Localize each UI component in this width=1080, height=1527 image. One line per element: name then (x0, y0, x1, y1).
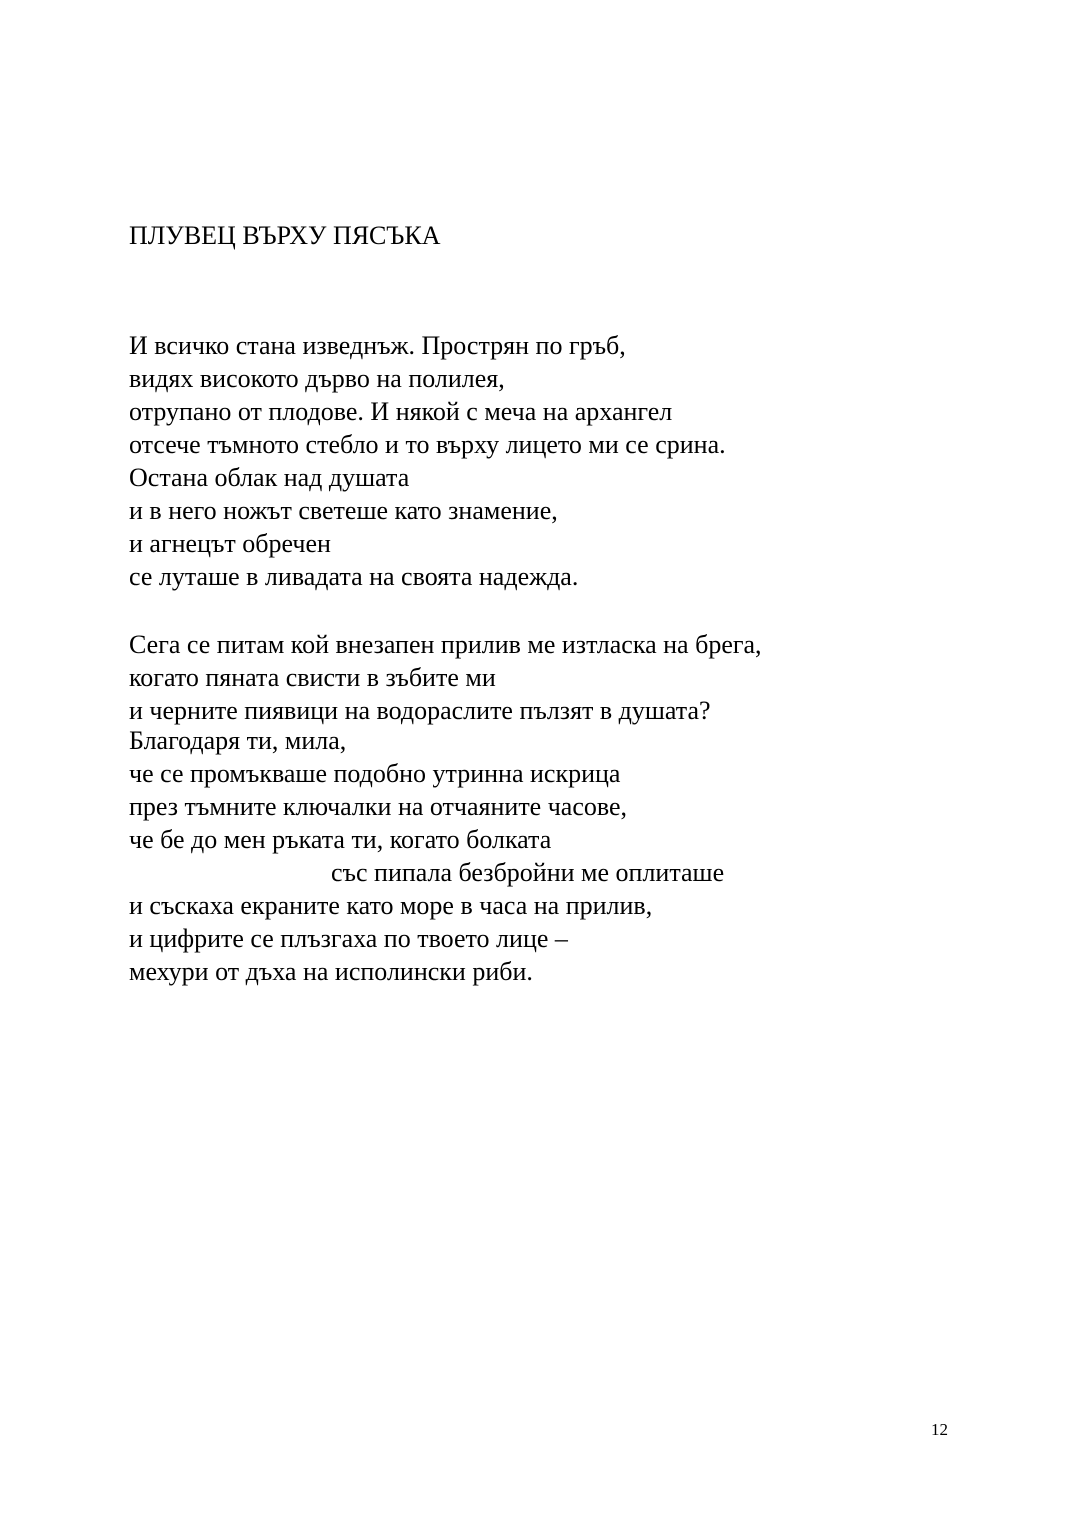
poem-line: Остана облак над душата (129, 463, 410, 492)
poem-line: и в него ножът светеше като знамение, (129, 496, 558, 525)
stanza-1 (129, 329, 726, 593)
poem-line: че бе до мен ръката ти, когато болката (129, 825, 552, 854)
poem-line: И всичко стана изведнъж. Прострян по гръб, (129, 331, 626, 360)
poem-line: че се промъкваше подобно утринна искрица (129, 759, 621, 788)
poem-line: се луташе в ливадата на своята надежда. (129, 562, 579, 591)
poem-line: отсече тъмното стебло и то върху лицето ми се срина. (129, 430, 726, 459)
poem-line: и черните пиявици на водораслите пълзят в душата? (129, 696, 711, 725)
poem-line: и агнецът обречен (129, 529, 331, 558)
poem-line-indented: със пипала безбройни ме оплиташе (331, 858, 725, 887)
poem-line: и цифрите се плъзгаха по твоето лице – (129, 924, 568, 953)
poem-line: мехури от дъха на исполински риби. (129, 957, 533, 986)
page-number: 12 (931, 1420, 948, 1439)
poem-line: Сега се питам кой внезапен прилив ме изтласка на брега, (129, 630, 762, 659)
poem-line: отрупано от плодове. И някой с меча на архангел (129, 397, 673, 426)
poem-title: ПЛУВЕЦ ВЪРХУ ПЯСЪКА (129, 221, 441, 250)
stanza-2 (129, 628, 762, 727)
stanza-3 (129, 724, 724, 988)
poem-line: видях високото дърво на полилея, (129, 364, 505, 393)
poem-line: и съскаха екраните като море в часа на прилив, (129, 891, 653, 920)
poem-line: когато пяната свисти в зъбите ми (129, 663, 496, 692)
poem-line: Благодаря ти, мила, (129, 726, 347, 755)
poem-line: през тъмните ключалки на отчаяните часове, (129, 792, 628, 821)
